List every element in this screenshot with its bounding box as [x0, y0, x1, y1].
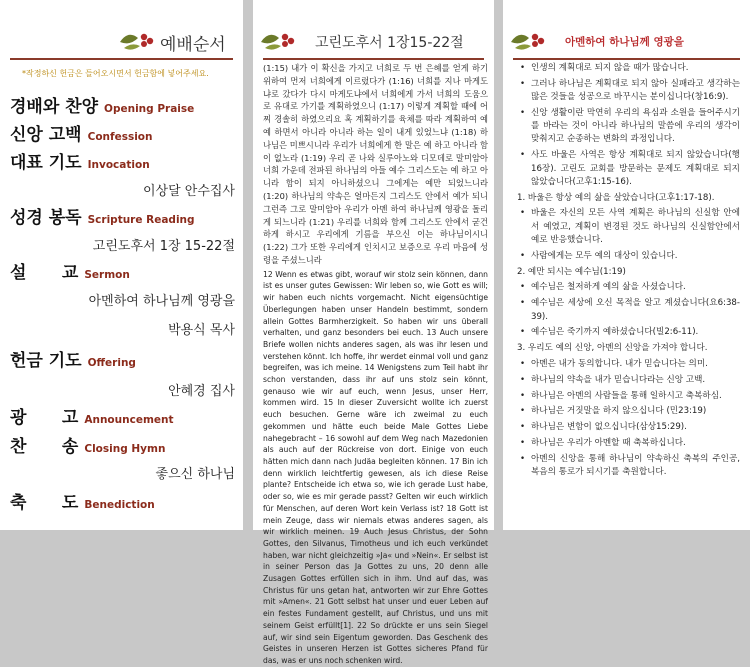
bullet-item [517, 358, 740, 371]
bullet-text: 예수님은 철저하게 예의 삶을 사셨습니다. [531, 282, 686, 293]
bullet-text: 하나님은 변함이 없으십니다(삼상15:29). [531, 422, 687, 433]
sermon-notes-page [503, 0, 750, 530]
order-item: 설 교 Sermon 아멘하여 하나님께 영광을 박용식 목사 [10, 263, 235, 338]
sermon-title: 아멘하여 하나님께 영광을 [565, 36, 684, 48]
bullet-item [517, 107, 740, 147]
korean-passage: (1:15) 내가 이 확신을 가지고 너희로 두 번 은혜를 얻게 하기 위하여 먼저 너희에게 이르렀다가 (1:16) 너희를 지나 마게도냐로 갔다가 다시 마게도냐에서 너희에게 가서 너희의 도움으로 유대로 가기를 계획하였으니 (1:17) 이렇게 계획할 때에 어찌 경솔히 하였으리요 혹 계획하기를 육체를 따라 계획하여 예 예 하면서 아니라 아니라 하는 일이 내게 있었느냐 (1:18) 하나님은 미쁘시니라 우리가 너희에게 한 말은 예 하고 아니라 함이 없노라 (1:19) 우리 곧 나와 실루아노와 디모데로 말미암아 너희 가운데 전파된 하나님의 아들 예수 그리스도는 예 하고 아니라 함이 되지 아니하셨으니 그에게는 예만 되었느니라 (1:20) 하나님의 약속은 얼마든지 그리스도 안에서 예가 되니 그런즉 그로 말미암아 우리가 아멘 하여 하나님께 영광을 돌리게 되느니라 (1:21) 우리를 너희와 함께 그리스도 안에서 굳건하게 하시고 우리에게 기름을 부으신 이는 하나님이시니 (1:22) 그가 또한 우리에게 인치시고 보증으로 우리 마음에 성령을 주셨느니라 [263, 63, 488, 265]
divider [263, 58, 484, 60]
bullet-icon: • [520, 358, 526, 369]
leader-name: 안혜경 집사 [168, 384, 235, 399]
bullet-text: 인생의 계획대로 되지 않을 때가 많습니다. [531, 63, 689, 73]
bullet-icon: • [520, 374, 526, 385]
bullet-icon: • [520, 78, 526, 89]
bullet-icon: • [520, 390, 526, 401]
hymn-title: 좋으신 하나님 [155, 467, 235, 482]
leaf-berry-icon [259, 28, 299, 52]
section-heading: 2. 예만 되시는 예수님(1:19) [517, 266, 626, 277]
bullet-text: 신앙 생활이란 막연히 우리의 욕심과 소원을 들어주시기를 바라는 것이 아니라 하나님의 말씀에 우리의 생각이 맞춰지고 순종하는 변화의 과정입니다. [531, 107, 740, 145]
bullet-item [517, 250, 740, 263]
bullet-text: 아멘은 내가 동의합니다. 내가 믿습니다는 의미. [531, 358, 708, 369]
order-item: 헌금 기도 Offering 안혜경 집사 [10, 351, 235, 399]
sermon-outline [517, 62, 740, 482]
bullet-icon: • [520, 422, 526, 433]
order-item: 신앙 고백 Confession [10, 125, 153, 145]
scripture-page [253, 0, 494, 665]
bullet-item [517, 326, 740, 339]
bullet-text: 아멘의 신앙을 통해 하나님이 약속하신 축복의 주인공, 복음의 통로가 되시기를 축원합니다. [531, 453, 740, 478]
leaf-berry-icon [509, 28, 549, 52]
bullet-item [517, 405, 740, 418]
bullet-text: 하나님은 아멘의 사람들을 통해 일하시고 축복하심. [531, 390, 722, 401]
scripture-text [263, 62, 488, 667]
bullet-text: 하나님은 우리가 아멘할 때 축복하십니다. [531, 437, 686, 448]
bullet-text: 하나님은 거짓말을 하지 않으십니다 (민23:19) [531, 406, 707, 417]
order-item: 성경 봉독 Scripture Reading 고린도후서 1장 15-22절 [10, 208, 235, 254]
page-header [253, 22, 494, 60]
page-header [0, 22, 243, 60]
bullet-item [517, 390, 740, 403]
page-title: 예배순서 [160, 35, 226, 55]
scripture-ref: 고린도후서 1장 15-22절 [92, 239, 235, 254]
divider [513, 58, 740, 60]
bullet-icon: • [520, 250, 526, 261]
offering-note: *작정하신 헌금은 들어오시면서 헌금함에 넣어주세요. [22, 69, 209, 78]
bullet-item [517, 62, 740, 75]
bullet-item [517, 421, 740, 434]
order-item: 대표 기도 Invocation 이상달 안수집사 [10, 153, 235, 199]
bullet-icon: • [520, 150, 526, 161]
bullet-item [517, 281, 740, 294]
order-of-worship-page [0, 0, 243, 530]
order-item: 경배와 찬양 Opening Praise [10, 97, 195, 117]
bullet-icon: • [520, 453, 526, 464]
section-heading: 3. 우리도 예의 신앙, 아멘의 신앙을 가져야 합니다. [517, 343, 708, 354]
bullet-icon: • [520, 298, 526, 309]
bullet-text: 사람에게는 모두 예의 대상이 있습니다. [531, 250, 678, 261]
order-item: 축 도 Benediction [10, 493, 155, 513]
page-header [503, 22, 750, 60]
bullet-text: 그러나 하나님은 계획대로 되지 않아 실패라고 생각하는 많은 것들을 성공으로 바꾸시는 분이십니다(창16:9). [531, 78, 740, 103]
leader-name: 이상달 안수집사 [142, 184, 235, 199]
bullet-text: 사도 바울은 사역은 항상 계획대로 되지 않았습니다(행16장). 고린도 교회를 방문하는 문제도 계획대로 되지 않았습니다(고후1:15-16). [531, 150, 740, 187]
preacher-name: 박용식 목사 [168, 323, 235, 338]
bullet-item [517, 78, 740, 105]
bullet-icon: • [520, 107, 526, 118]
section-heading: 1. 바울은 항상 예의 삶을 살았습니다(고후1:17-18). [517, 192, 715, 203]
page-title: 고린도후서 1장15-22절 [315, 35, 464, 51]
german-passage: 12 Wenn es etwas gibt, worauf wir stolz sein können, dann ist es unser gutes Gewissen: Wir leben so, wie Gott es will; wir haben euch nichts vorgemacht. Nicht eigensüchtige Überlegungen haben unser Handeln bestimmt, sondern allein Gottes Barmherzigkeit. So haben wir uns überall verhalten, und ganz besonders bei euch. 13 Auch unsere Briefe wollen nichts anderes sagen, als was ihr lesen und verstehen könnt. Ich hoffe, ihr werdet einmal voll und ganz begreifen, was ich meine. 14 Wenigstens zum Teil habt ihr schon verstanden, dass ihr auf uns stolz sein könnt, genauso wie wir auf euch, wenn Jesus, unser Herr, kommen wird. 15 In dieser Zuversicht wollte ich zuerst euch besuchen. Gerne wäre ich zweimal zu euch gekommen und hätte euch beide Male Gottes Liebe nahegebracht – 16 sowohl auf dem Weg nach Mazedonien als auch auf der Rückreise von dort. Einige von euch hätten mich dann nach Judäa begleiten können. 17 Bin ich denn wirklich leichtfertig gewesen, als ich diese Reise plante? Entscheide ich etwa so, wie ich gerade Lust habe, oder so, wie es mir gerade passt? Gelten wir euch wirklich für Menschen, auf deren Wort kein Verlass ist? 18 Gott ist mein Zeuge, dass wir niemals etwas anderes sagen, als wir wirklich meinen. 19 Auch Jesus Christus, der Sohn Gottes, den Silvanus, Timotheus und ich euch verkündet haben, war nicht gleichzeitig »Ja« und »Nein«. Er selbst ist in seiner Person das Ja Gottes zu uns, 20 denn alle Zusagen Gottes erfüllen sich in ihm. Und auf das, was Christus für uns getan hat, antworten wir zur Ehre Gottes mit »Amen«. 21 Gott selbst hat unser und euer Leben auf ein festes Fundament gestellt, auf Christus, und uns mit seinem Geist erfüllt[1]. 22 So drückte er uns sein Siegel auf, wir sind sein Eigentum geworden. Das Geschenk des Geistes in unseren Herzen ist Gottes sicheres Pfand für das, was er uns noch schenken wird. [263, 269, 488, 665]
bullet-text: 예수님은 죽기까지 예하셨습니다(빌2:6-11). [531, 327, 699, 338]
bullet-item [517, 437, 740, 450]
bullet-text: 예수님은 세상에 오신 목적을 알고 계셨습니다(요6:38-39). [531, 298, 740, 322]
bullet-icon: • [520, 63, 526, 73]
bullet-icon: • [520, 406, 526, 417]
bullet-text: 하나님의 약속을 내가 믿습니다라는 신앙 고백. [531, 374, 706, 385]
bullet-item [517, 374, 740, 387]
bullet-text: 바울은 자신의 모든 사역 계획은 하나님의 신실함 안에서 예였고, 계획이 변경된 것도 하나님의 신실함안에서 예로 반응했습니다. [531, 208, 740, 246]
bullet-item [517, 297, 740, 324]
bullet-item [517, 453, 740, 480]
bullet-item [517, 149, 740, 189]
bullet-icon: • [520, 437, 526, 448]
bullet-icon: • [520, 208, 526, 219]
leaf-berry-icon [118, 28, 158, 52]
bullet-item [517, 207, 740, 247]
bullet-icon: • [520, 282, 526, 293]
bullet-icon: • [520, 327, 526, 338]
order-item: 광 고 Announcement [10, 408, 174, 428]
divider [10, 58, 233, 60]
order-item: 찬 송 Closing Hymn 좋으신 하나님 [10, 437, 235, 482]
sermon-title: 아멘하여 하나님께 영광을 [88, 294, 235, 309]
